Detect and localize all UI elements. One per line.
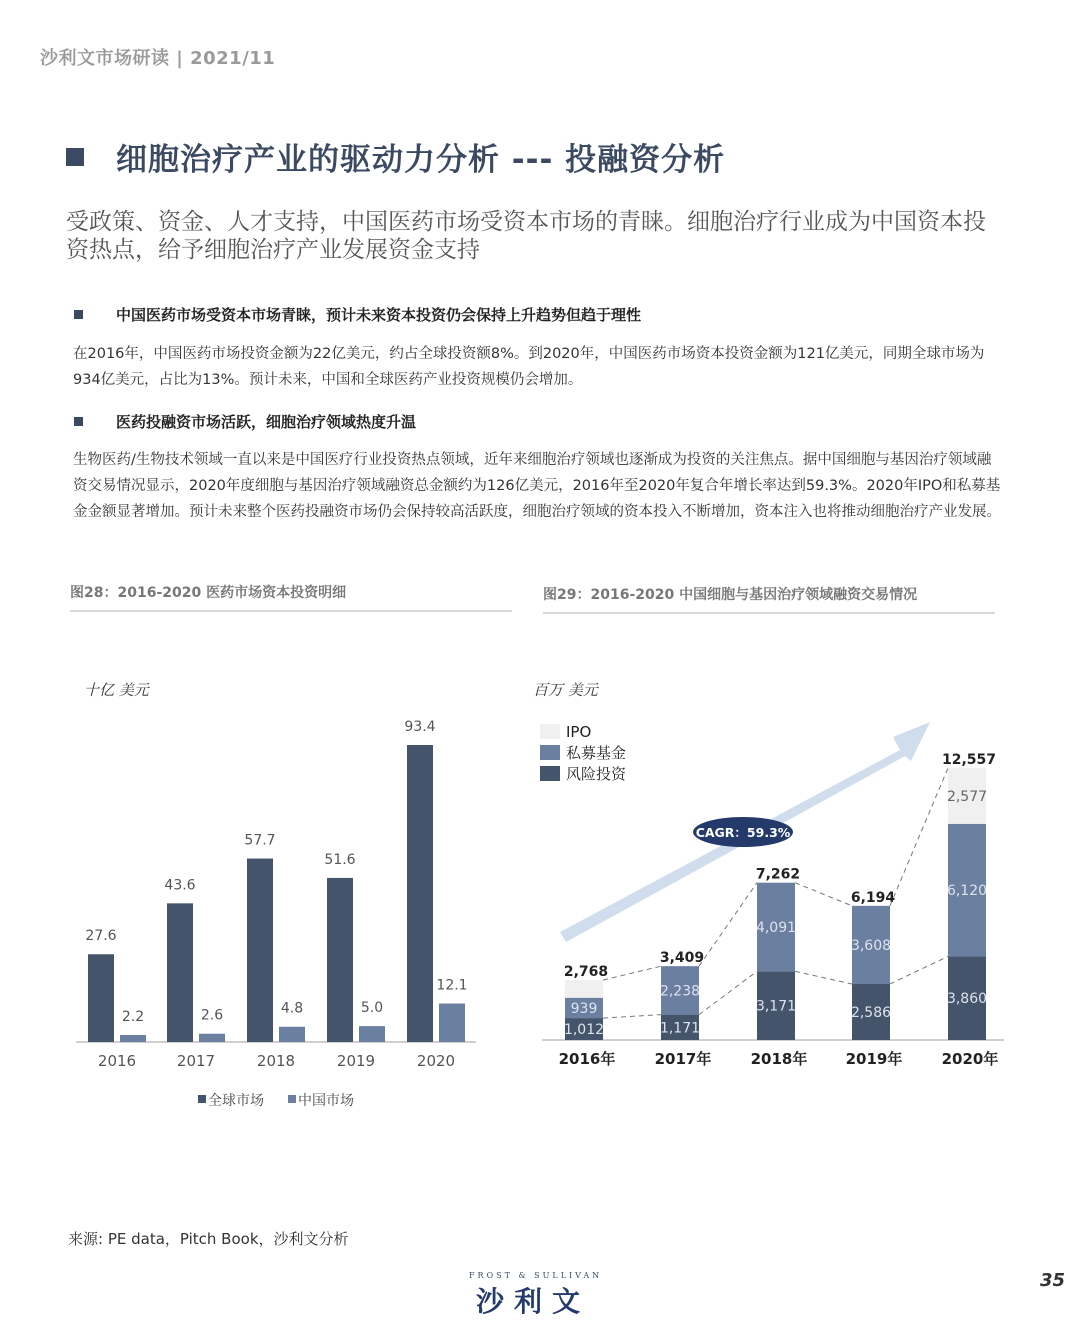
legend-swatch [540, 724, 560, 739]
connector-vc [890, 956, 948, 984]
legend-label: 风险投资 [566, 765, 627, 783]
connector-vc [699, 971, 757, 1014]
bar-global [88, 954, 114, 1042]
segment-label: 2,238 [659, 983, 701, 1000]
x-tick-label: 2018 [256, 1052, 296, 1070]
x-tick-label: 2016年 [558, 1050, 616, 1068]
left-bar-chart [60, 700, 500, 1120]
section-heading-1 [74, 304, 641, 325]
page-title: 细胞治疗产业的驱动力分析 --- 投融资分析 [116, 142, 726, 178]
bar-china [120, 1035, 146, 1042]
bullet-square-icon [74, 417, 83, 426]
data-label: 5.0 [360, 1000, 384, 1017]
legend-swatch [540, 745, 560, 760]
section-body-1: 在2016年，中国医药市场投资金额为22亿美元，约占全球投资额8%。到2020年，中国医药市场资本投资金额为121亿美元，同期全球市场为934亿美元，占比为13%。预计未来，中国和全球医药产业投资规模仍会增加。 [73, 346, 985, 388]
left-chart-unit: 十亿 美元 [84, 681, 149, 699]
legend-swatch [198, 1095, 206, 1103]
legend-swatch [288, 1095, 296, 1103]
bar-ipo [565, 980, 603, 998]
x-tick-label: 2016 [97, 1052, 137, 1070]
total-label: 6,194 [850, 889, 896, 906]
x-tick-label: 2017年 [654, 1050, 712, 1068]
total-label: 12,557 [941, 752, 997, 768]
segment-label: 2,577 [946, 788, 988, 805]
total-label: 2,768 [563, 964, 609, 981]
data-label: 2.2 [121, 1009, 145, 1026]
legend-label: IPO [566, 723, 592, 741]
segment-label: 1,012 [563, 1022, 605, 1039]
x-tick-label: 2019年 [845, 1050, 903, 1068]
page-subtitle: 受政策、资金、人才支持，中国医药市场受资本市场的青睐。细胞治疗行业成为中国资本投资热点，给予细胞治疗产业发展资金支持 [66, 209, 986, 263]
bar-global [327, 878, 353, 1042]
page-number: 35 [1040, 1270, 1066, 1291]
segment-label: 6,120 [946, 883, 988, 900]
data-label: 4.8 [280, 1000, 304, 1017]
bar-global [167, 903, 193, 1042]
segment-label: 4,091 [755, 920, 797, 937]
connector-vc [795, 971, 852, 984]
data-label: 57.7 [244, 832, 276, 849]
data-label: 2.6 [200, 1007, 224, 1024]
segment-label: 1,171 [659, 1020, 701, 1037]
legend-swatch [540, 766, 560, 781]
header-text: 沙利文市场研读 | 2021/11 [40, 48, 276, 69]
segment-label: 3,608 [850, 937, 892, 954]
right-chart-unit: 百万 美元 [533, 681, 598, 699]
legend-label: 全球市场 [208, 1093, 264, 1109]
title-square-icon [66, 148, 84, 166]
main-title-row [66, 134, 725, 179]
bar-china [439, 1004, 465, 1042]
x-tick-label: 2020年 [941, 1050, 999, 1068]
section-heading-text: 医药投融资市场活跃，细胞治疗领域热度升温 [116, 413, 417, 431]
data-label: 43.6 [164, 877, 196, 894]
section-heading-text: 中国医药市场受资本市场青睐，预计未来资本投资仍会保持上升趋势但趋于理性 [116, 306, 642, 324]
section-heading-2 [74, 411, 416, 432]
bullet-square-icon [74, 310, 83, 319]
segment-label: 3,171 [755, 998, 797, 1015]
data-label: 51.6 [324, 851, 356, 868]
bar-global [407, 745, 433, 1042]
bar-global [247, 859, 273, 1042]
legend-label: 私募基金 [566, 744, 627, 762]
x-tick-label: 2019 [336, 1052, 376, 1070]
segment-label: 3,860 [946, 991, 988, 1008]
data-label: 12.1 [436, 977, 468, 994]
total-label: 7,262 [755, 866, 801, 883]
bar-china [359, 1026, 385, 1042]
figure-caption-left: 图28：2016-2020 医药市场资本投资明细 [70, 582, 512, 612]
logo-main: 沙利文 [476, 1285, 591, 1318]
segment-label: 2,586 [850, 1004, 892, 1021]
x-tick-label: 2018年 [750, 1050, 808, 1068]
connector-total [603, 966, 661, 980]
x-tick-label: 2020 [416, 1052, 456, 1070]
source-note: 来源: PE data，Pitch Book，沙利文分析 [68, 1230, 349, 1248]
logo-frost-sullivan: FROST & SULLIVAN [469, 1271, 603, 1280]
segment-label: 939 [570, 1000, 598, 1017]
section-body-2: 生物医药/生物技术领域一直以来是中国医疗行业投资热点领域，近年来细胞治疗领域也逐渐成为投资的关注焦点。据中国细胞与基因治疗领域融资交易情况显示，2020年度细胞与基因治疗领域融资总金额约为126亿美元，2016年至2020年复合年增长率达到59.3%。2020年IPO和私募基金金额显著增加。预计未来整个医药投融资市场仍会保持较高活跃度，细胞治疗领域的资本投入不断增加，资本注入也将推动细胞治疗产业发展。 [73, 452, 1001, 520]
connector-total [890, 768, 948, 906]
cagr-label: CAGR：59.3% [695, 825, 791, 840]
legend-label: 中国市场 [298, 1093, 354, 1109]
data-label: 93.4 [404, 719, 436, 735]
total-label: 3,409 [659, 950, 705, 967]
data-label: 27.6 [85, 928, 117, 945]
figure-caption-right: 图29：2016-2020 中国细胞与基因治疗领域融资交易情况 [543, 584, 995, 614]
connector-total [795, 883, 852, 906]
right-stacked-chart [530, 700, 1030, 1090]
x-tick-label: 2017 [176, 1052, 216, 1070]
connector-total [699, 883, 757, 966]
bar-china [279, 1027, 305, 1042]
bar-china [199, 1034, 225, 1042]
connector-vc [603, 1015, 661, 1018]
